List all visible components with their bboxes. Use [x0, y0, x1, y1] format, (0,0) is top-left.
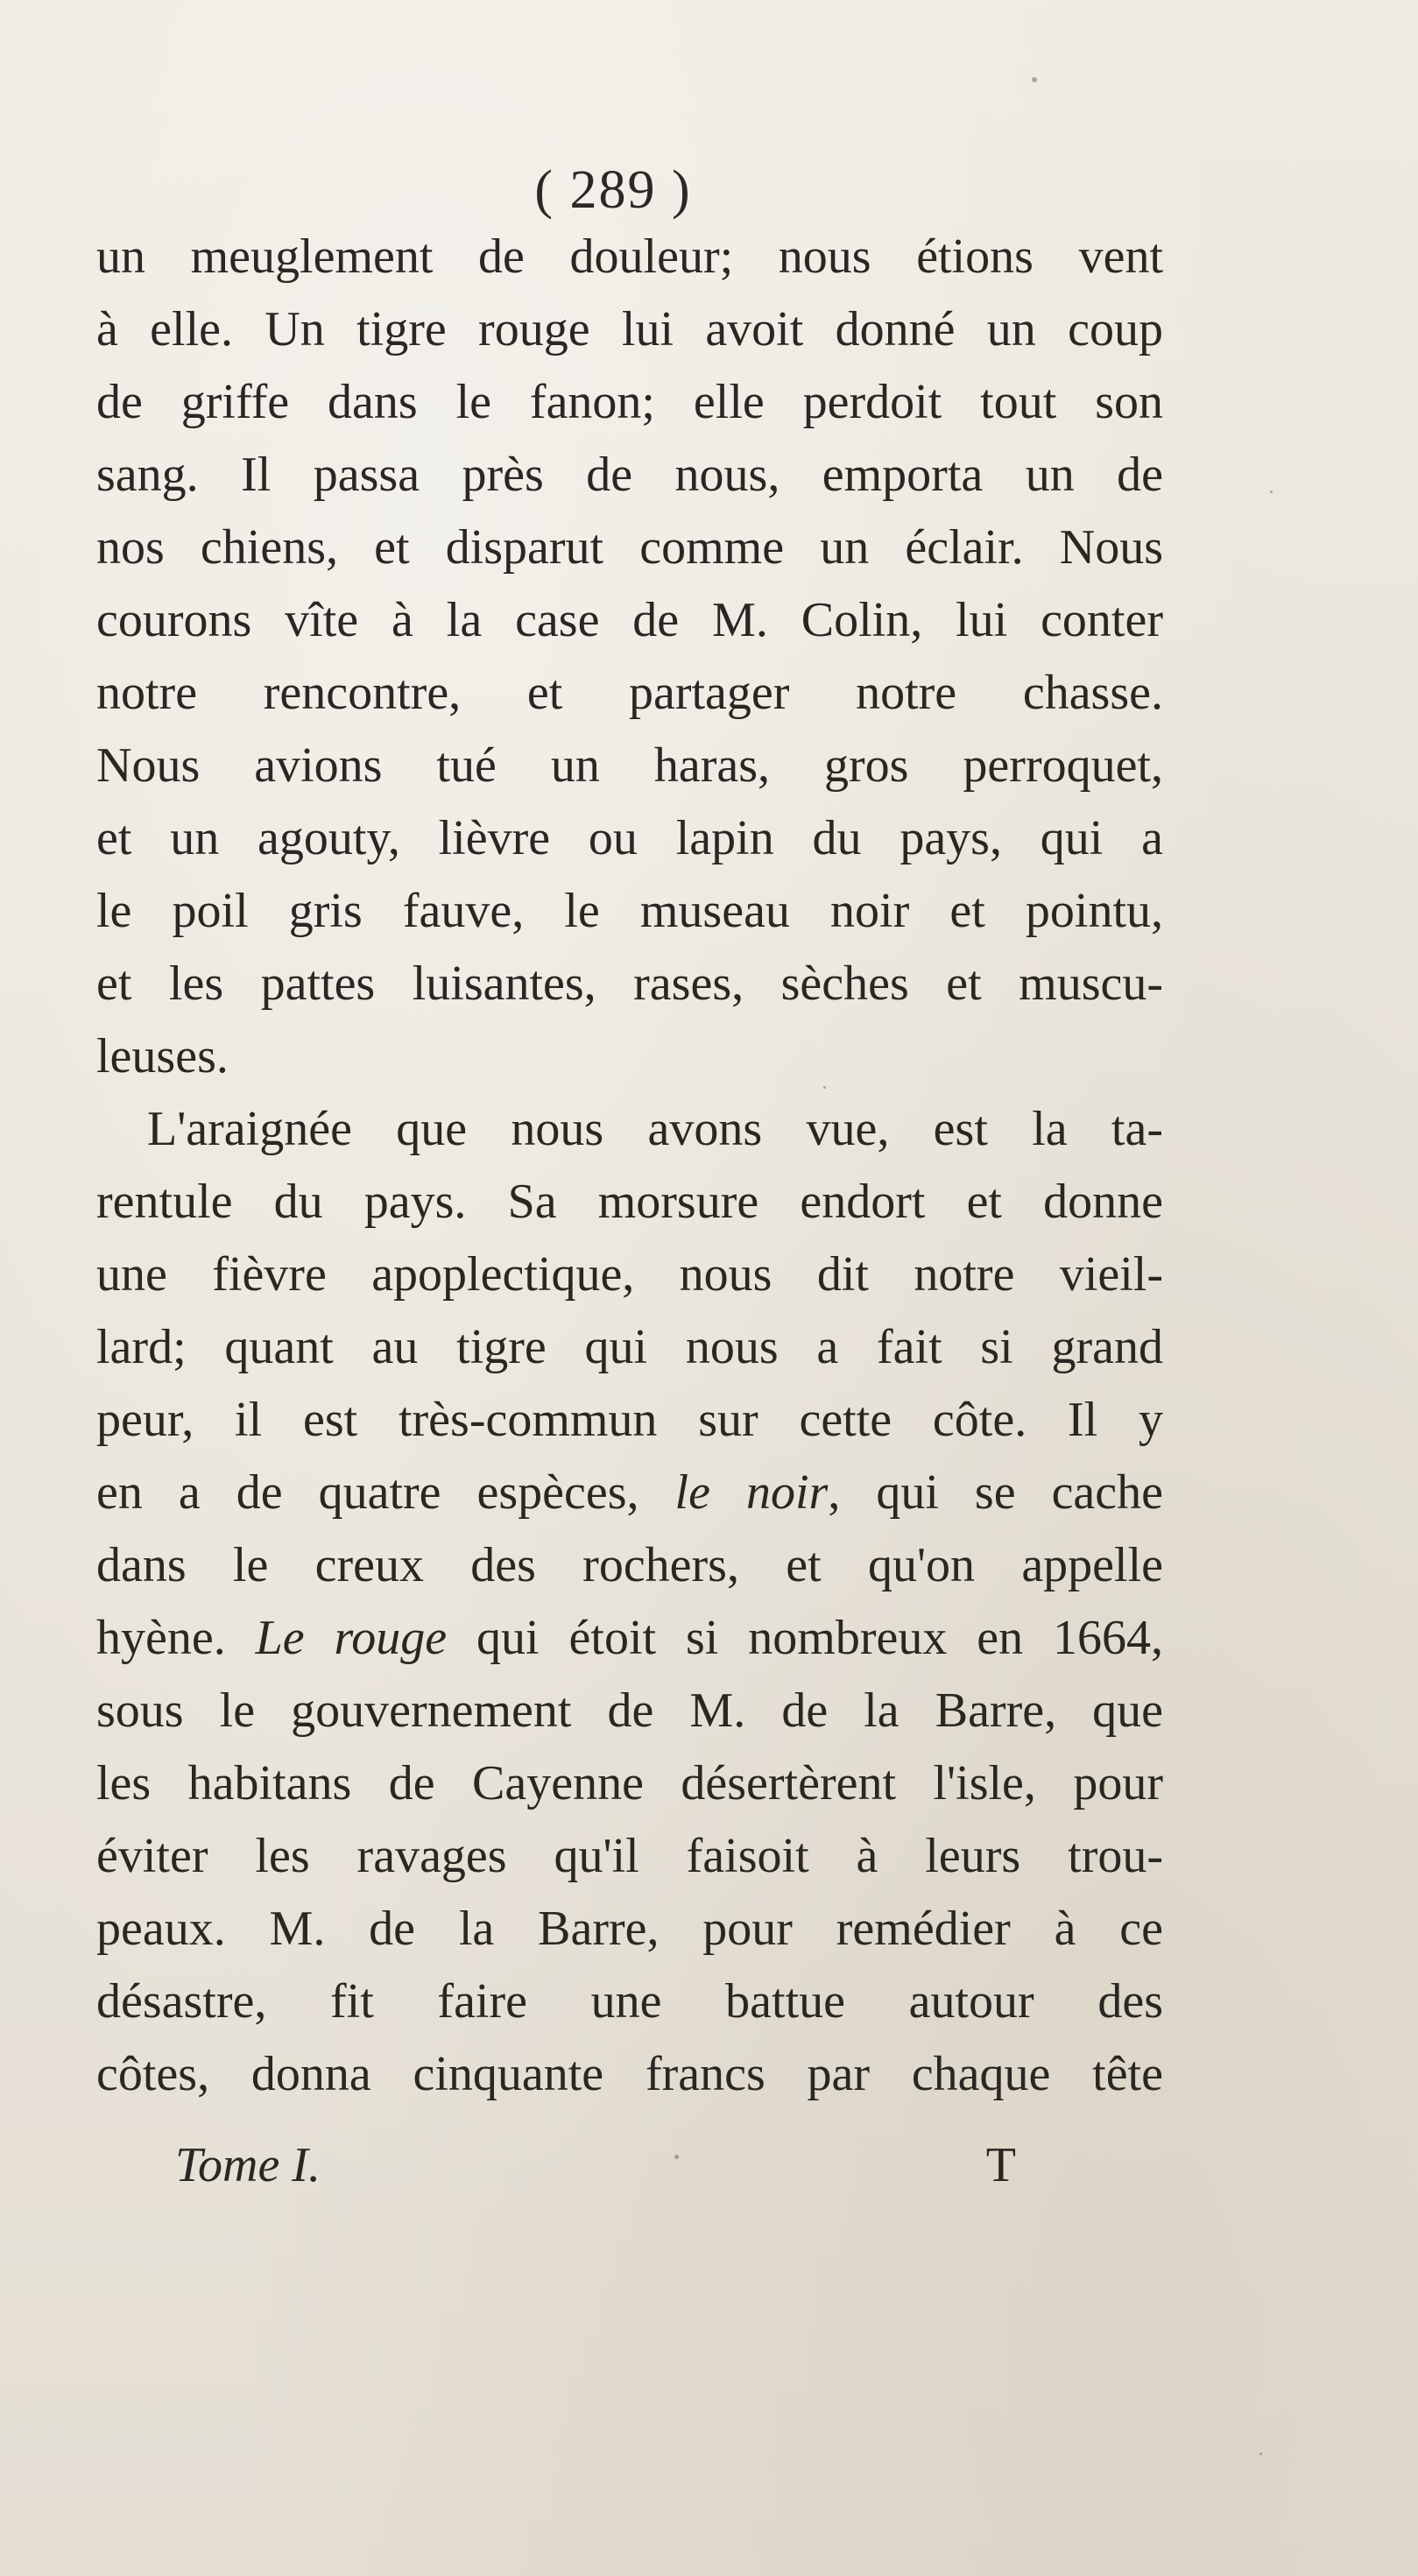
page-footer [175, 2137, 1016, 2207]
paper-speck [823, 1086, 826, 1089]
text-line: notre rencontre, et partager notre chasse. [96, 666, 1163, 720]
page-number: ( 289 ) [534, 160, 692, 220]
text-line: peaux. M. de la Barre, pour remédier à ce [96, 1902, 1163, 1956]
volume-label: Tome I. [175, 2138, 321, 2192]
text-line: les habitans de Cayenne désertèrent l'isle, pour [96, 1756, 1163, 1810]
text-line: Nous avions tué un haras, gros perroquet, [96, 738, 1163, 793]
text-line: courons vîte à la case de M. Colin, lui conter [96, 593, 1163, 647]
italic-text: le noir [674, 1465, 829, 1520]
text-segment: qui étoit si nombreux en 1664, [447, 1611, 1164, 1665]
paper-speck [1259, 2452, 1262, 2455]
text-line: côtes, donna cinquante francs par chaque tête [96, 2047, 1163, 2101]
text-segment: hyène. [96, 1611, 256, 1665]
text-line: le poil gris fauve, le museau noir et pointu, [96, 884, 1163, 938]
text-line: à elle. Un tigre rouge lui avoit donné un coup [96, 302, 1163, 356]
text-line: peur, il est très-commun sur cette côte. Il y [96, 1393, 1163, 1447]
text-line: éviter les ravages qu'il faisoit à leurs trou- [96, 1829, 1163, 1883]
text-line: sang. Il passa près de nous, emporta un de [96, 448, 1163, 502]
text-line: une fièvre apoplectique, nous dit notre vieil- [96, 1247, 1163, 1302]
text-line: et les pattes luisantes, rases, sèches et muscu- [96, 956, 1163, 1011]
text-line: leuses. [96, 1029, 229, 1083]
text-line: L'araignée que nous avons vue, est la ta- [147, 1102, 1163, 1156]
signature-mark: T [985, 2138, 1016, 2192]
text-line: et un agouty, lièvre ou lapin du pays, qui a [96, 811, 1163, 865]
text-line: un meuglement de douleur; nous étions vent [96, 229, 1163, 284]
text-line [96, 1602, 1163, 1675]
text-segment: en a de quatre espèces, [96, 1465, 675, 1520]
text-line: lard; quant au tigre qui nous a fait si grand [96, 1320, 1163, 1374]
paper-speck [1270, 490, 1273, 493]
paper-speck [674, 2155, 679, 2159]
text-line: nos chiens, et disparut comme un éclair. Nous [96, 520, 1163, 575]
text-segment: , qui se cache [828, 1465, 1163, 1520]
text-line: rentule du pays. Sa morsure endort et donne [96, 1175, 1163, 1229]
text-line: sous le gouvernement de M. de la Barre, que [96, 1683, 1163, 1738]
text-line: dans le creux des rochers, et qu'on appelle [96, 1538, 1163, 1592]
body-text [96, 221, 1163, 2111]
text-line: de griffe dans le fanon; elle perdoit tout son [96, 375, 1163, 429]
text-line: désastre, fit faire une battue autour des [96, 1974, 1163, 2029]
italic-text: Le rouge [255, 1611, 448, 1665]
paper-speck [1032, 77, 1037, 82]
text-line [96, 1457, 1163, 1529]
